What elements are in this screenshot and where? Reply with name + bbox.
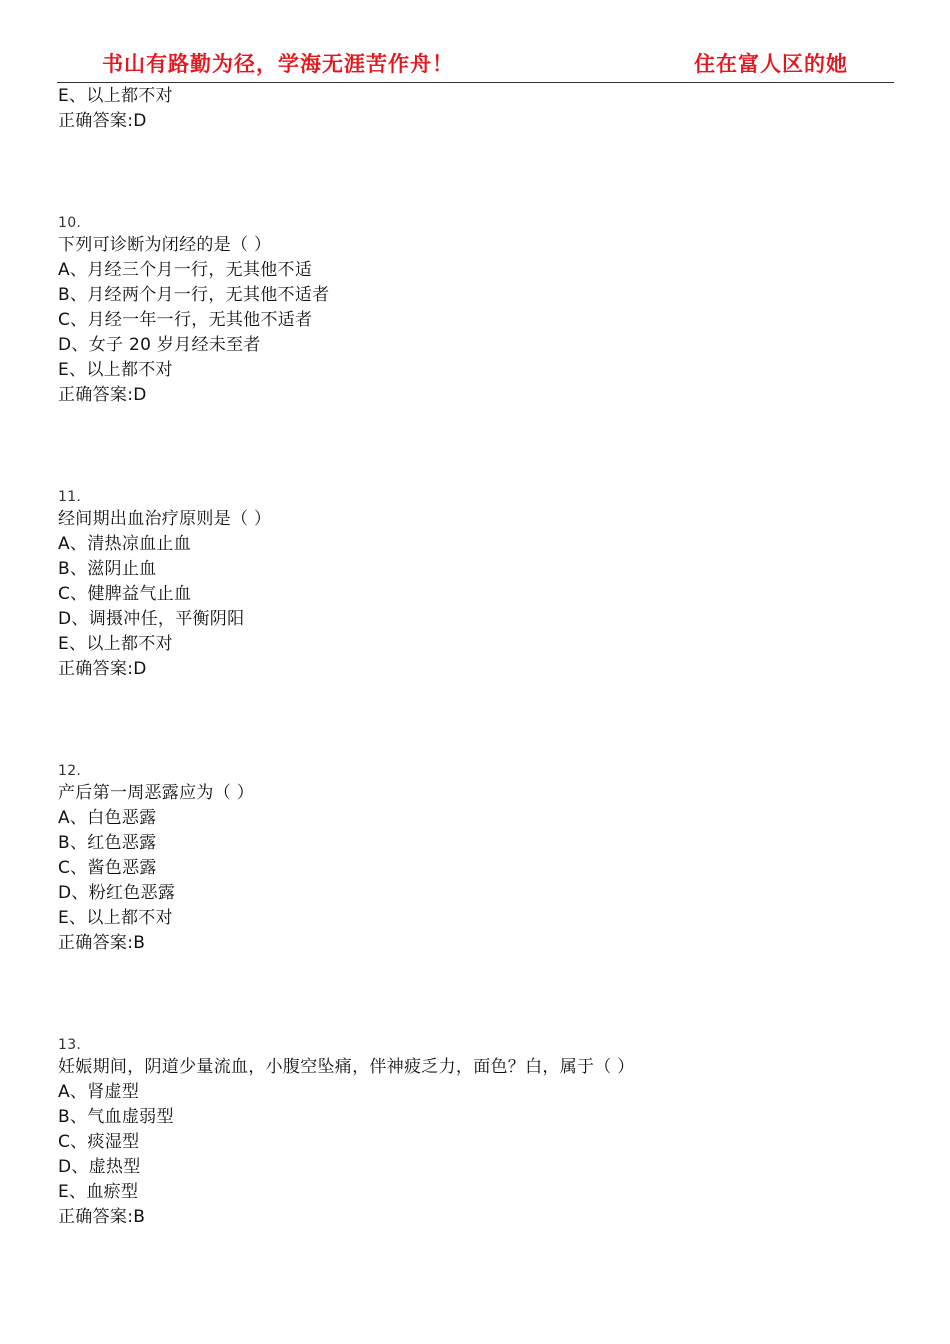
option-b: B、月经两个月一行，无其他不适者 [58,285,330,305]
option-b: B、气血虚弱型 [58,1107,174,1127]
question-stem: 产后第一周恶露应为（ ） [58,783,255,803]
option-b: B、红色恶露 [58,833,157,853]
option-a: A、白色恶露 [58,808,157,828]
header-divider [57,82,894,83]
header-author: 住在富人区的她 [694,51,848,76]
answer-line: 正确答案:D [58,111,147,131]
question-stem: 妊娠期间，阴道少量流血，小腹空坠痛，伴神疲乏力，面色？白，属于（ ） [58,1057,635,1077]
option-d: D、调摄冲任，平衡阴阳 [58,609,245,629]
answer-line: 正确答案:D [58,659,147,679]
option-a: A、肾虚型 [58,1082,140,1102]
option-d: D、女子 20 岁月经未至者 [58,335,261,355]
option-c: C、酱色恶露 [58,858,157,878]
option-e: E、以上都不对 [58,86,173,106]
option-b: B、滋阴止血 [58,559,157,579]
question-stem: 下列可诊断为闭经的是（ ） [58,235,272,255]
answer-line: 正确答案:B [58,933,146,953]
option-c: C、健脾益气止血 [58,584,192,604]
question-number: 11. [58,489,82,505]
question-number: 10. [58,215,82,231]
answer-line: 正确答案:D [58,385,147,405]
option-c: C、月经一年一行，无其他不适者 [58,310,313,330]
option-e: E、血瘀型 [58,1182,139,1202]
question-number: 12. [58,763,82,779]
header-motto: 书山有路勤为径，学海无涯苦作舟！ [102,51,454,76]
option-a: A、月经三个月一行，无其他不适 [58,260,313,280]
question-stem: 经间期出血治疗原则是（ ） [58,509,272,529]
option-a: A、清热凉血止血 [58,534,192,554]
option-e: E、以上都不对 [58,634,173,654]
question-number: 13. [58,1037,82,1053]
option-e: E、以上都不对 [58,908,173,928]
option-c: C、痰湿型 [58,1132,140,1152]
option-d: D、粉红色恶露 [58,883,176,903]
option-d: D、虚热型 [58,1157,141,1177]
answer-line: 正确答案:B [58,1207,146,1227]
option-e: E、以上都不对 [58,360,173,380]
